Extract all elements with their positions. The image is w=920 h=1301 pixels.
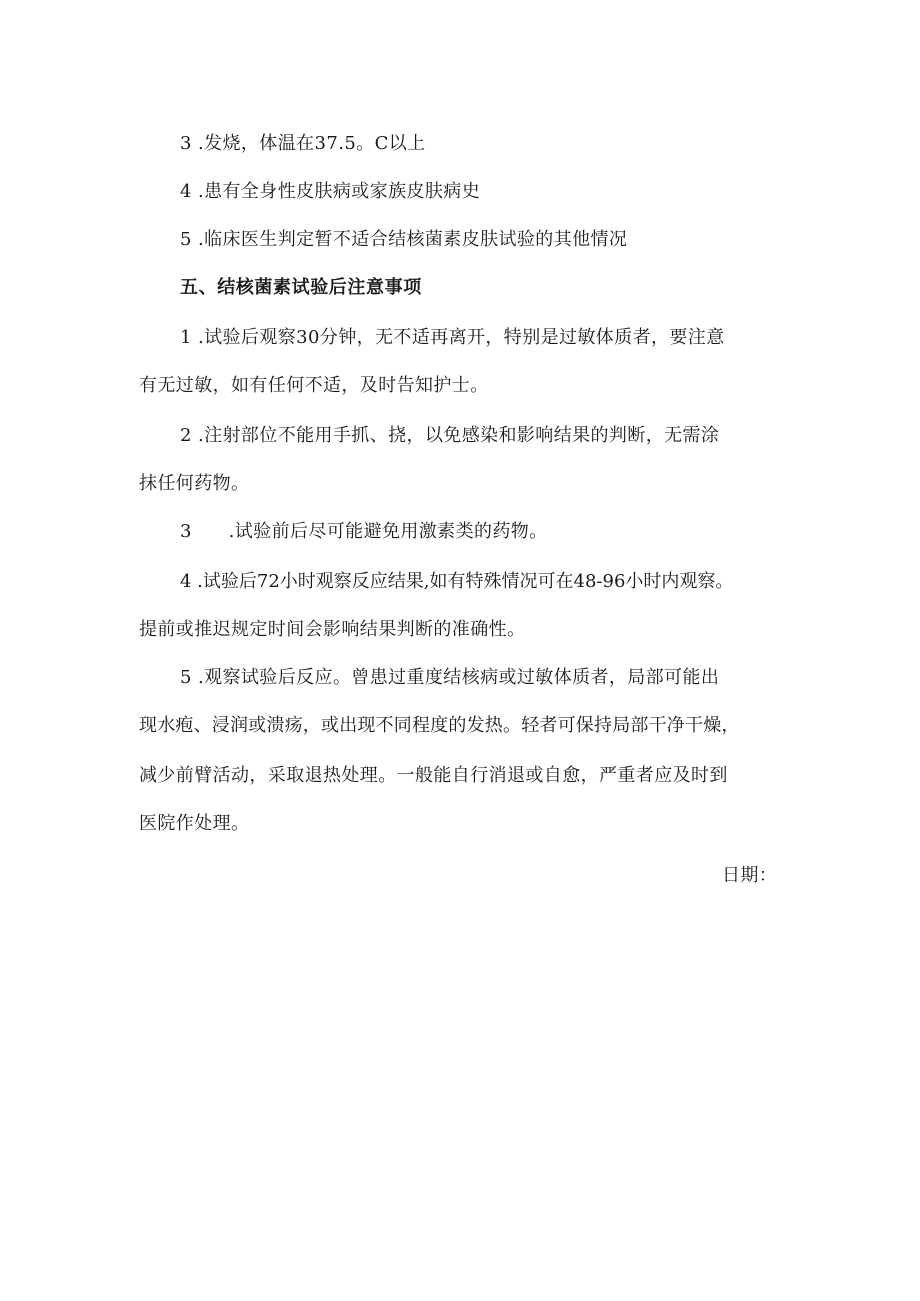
- paragraph-2-line-1: 2 .注射部位不能用手抓、挠，以免感染和影响结果的判断，无需涂: [180, 425, 720, 446]
- paragraph-5-line-1: 5 .观察试验后反应。曾患过重度结核病或过敏体质者，局部可能出: [180, 667, 720, 688]
- paragraph-4-line-2: 提前或推迟规定时间会影响结果判断的准确性。: [139, 619, 526, 640]
- paragraph-1-line-2: 有无过敏，如有任何不适，及时告知护士。: [139, 375, 489, 396]
- paragraph-5-line-4: 医院作处理。: [139, 813, 250, 834]
- paragraph-1-line-1: 1 .试验后观察30分钟，无不适再离开，特别是过敏体质者，要注意: [180, 327, 725, 348]
- paragraph-4-line-1: 4 .试验后72小时观察反应结果,如有特殊情况可在48-96小时内观察。: [180, 571, 734, 592]
- paragraph-3: 3 .试验前后尽可能避免用激素类的药物。: [180, 521, 548, 542]
- list-item-fever: 3 .发烧，体温在37.5。C以上: [180, 133, 426, 154]
- paragraph-2-line-2: 抹任何药物。: [139, 473, 250, 494]
- date-label: 日期：: [722, 865, 778, 886]
- paragraph-5-line-3: 减少前臂活动，采取退热处理。一般能自行消退或自愈，严重者应及时到: [139, 765, 728, 786]
- list-item-other-conditions: 5 .临床医生判定暂不适合结核菌素皮肤试验的其他情况: [180, 229, 628, 250]
- list-item-skin-disease: 4 .患有全身性皮肤病或家族皮肤病史: [180, 181, 481, 202]
- section-heading-precautions: 五、结核菌素试验后注意事项: [180, 277, 422, 298]
- paragraph-5-line-2: 现水疱、浸润或溃疡，或出现不同程度的发热。轻者可保持局部干净干燥，: [139, 715, 740, 736]
